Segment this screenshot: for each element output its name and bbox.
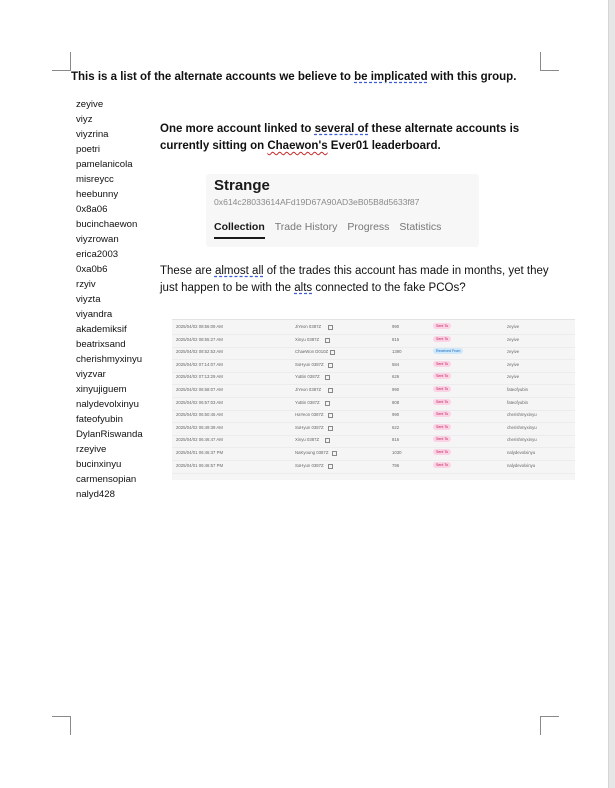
trade-item[interactable]: SoHyun 0387Z bbox=[295, 424, 324, 430]
wallet-address: 0x614c28033614AFd19D67A90AD3eB05B8d5633f87 bbox=[214, 197, 420, 207]
trade-item[interactable]: YuBin 0387Z bbox=[295, 374, 320, 380]
account-list-item: xinyujiguem bbox=[76, 384, 127, 395]
external-link-icon[interactable] bbox=[328, 426, 333, 431]
trade-date: 2025/04/02 07:13:29 AM bbox=[176, 374, 223, 380]
account-list-item: pamelanicola bbox=[76, 159, 133, 170]
scrollbar[interactable] bbox=[608, 0, 615, 788]
account-list-item: poetri bbox=[76, 144, 100, 155]
account-list-item: cherishmyxinyu bbox=[76, 354, 143, 365]
trade-date: 2025/04/02 07:14:07 AM bbox=[176, 361, 223, 367]
tab-progress[interactable]: Progress bbox=[347, 221, 390, 233]
account-list-item: nalydevolxinyu bbox=[76, 399, 139, 410]
account-list-item: rzyiv bbox=[76, 279, 96, 290]
account-list-item: zeyive bbox=[76, 99, 104, 110]
margin-corner-top-right bbox=[540, 52, 559, 71]
account-list-item: erica2003 bbox=[76, 249, 119, 260]
trade-date: 2025/04/02 08:56:09 AM bbox=[176, 324, 223, 329]
trade-user[interactable]: cherishmyxinyu bbox=[507, 412, 537, 418]
trade-type-badge: Sent To bbox=[433, 436, 451, 442]
tab-statistics[interactable]: Statistics bbox=[399, 221, 442, 233]
external-link-icon[interactable] bbox=[325, 438, 330, 443]
trade-value: 816 bbox=[392, 437, 400, 443]
trade-user[interactable]: zeyive bbox=[507, 336, 520, 342]
trade-type-badge: Sent To bbox=[433, 462, 451, 468]
trade-value: 990 bbox=[392, 324, 400, 329]
external-link-icon[interactable] bbox=[328, 464, 333, 469]
linked-account-paragraph: One more account linked to several of these alternate accounts is currently sitting on Chaewon's Ever01 leaderboard. bbox=[160, 123, 520, 152]
account-list-item: akademiksif bbox=[76, 324, 127, 335]
trade-type-badge: Sent To bbox=[433, 449, 451, 455]
trade-date: 2025/04/01 06:46:37 PM bbox=[176, 450, 224, 455]
trade-user[interactable]: nalydevolxinyu bbox=[507, 450, 536, 455]
trade-user[interactable]: cherishmyxinyu bbox=[507, 437, 537, 443]
trade-date: 2025/04/01 06:46:57 PM bbox=[176, 462, 224, 468]
trade-date: 2025/04/02 06:50:45 AM bbox=[176, 412, 223, 418]
trade-date: 2025/04/02 08:55:27 AM bbox=[176, 336, 223, 342]
trade-user[interactable]: zeyive bbox=[507, 324, 520, 329]
trade-date: 2025/04/02 06:57:03 AM bbox=[176, 399, 223, 405]
trade-item[interactable]: SoHyun 0387Z bbox=[295, 462, 324, 468]
trade-item[interactable]: JiYeon 0387Z bbox=[295, 387, 322, 392]
trade-user[interactable]: zeyive bbox=[507, 374, 520, 380]
trades-paragraph: These are almost all of the trades this account has made in months, yet they just happen to be with the alts connected to the fake PCOs? bbox=[160, 265, 549, 294]
trade-type-badge: Sent To bbox=[433, 411, 451, 417]
account-list-item: viyandra bbox=[76, 309, 113, 320]
trade-value: 990 bbox=[392, 387, 400, 392]
trade-type-badge: Sent To bbox=[433, 336, 451, 342]
account-list-item: fateofyubin bbox=[76, 414, 123, 425]
margin-corner-bottom-left bbox=[52, 716, 71, 735]
account-list-item: bucinxinyu bbox=[76, 459, 122, 470]
tab-collection[interactable]: Collection bbox=[214, 221, 265, 239]
trade-item[interactable]: YuBin 0387Z bbox=[295, 399, 320, 405]
account-list-item: viyzta bbox=[76, 294, 101, 305]
trade-date: 2025/04/02 08:52:53 AM bbox=[176, 349, 223, 355]
profile-name: Strange bbox=[214, 177, 270, 194]
trade-item[interactable]: NaKyoung 0387Z bbox=[295, 450, 329, 455]
alternate-accounts-list bbox=[76, 97, 143, 502]
trade-user[interactable]: cherishmyxinyu bbox=[507, 424, 537, 430]
trade-row bbox=[172, 460, 575, 474]
grammar-flag[interactable]: almost all bbox=[214, 265, 264, 277]
account-list-item: viyzrina bbox=[76, 129, 109, 140]
account-list-item: carmensopian bbox=[76, 474, 137, 485]
account-list-item: 0x8a06 bbox=[76, 204, 108, 215]
trade-item[interactable]: HaYeon 0387Z bbox=[295, 412, 324, 418]
trade-value: 1390 bbox=[392, 349, 402, 355]
external-link-icon[interactable] bbox=[330, 350, 335, 355]
grammar-flag[interactable]: be implicated bbox=[354, 71, 428, 83]
trade-type-badge: Sent To bbox=[433, 399, 451, 405]
trade-user[interactable]: fateofyubin bbox=[507, 387, 529, 392]
trade-item[interactable]: ChaeWon D010Z bbox=[295, 349, 329, 355]
account-list-item: viyzrowan bbox=[76, 234, 119, 245]
account-list-item: heebunny bbox=[76, 189, 119, 200]
trade-value: 626 bbox=[392, 374, 400, 380]
external-link-icon[interactable] bbox=[328, 363, 333, 368]
intro-heading: This is a list of the alternate accounts we believe to be implicated with this group. bbox=[71, 71, 517, 83]
profile-screenshot bbox=[206, 174, 479, 247]
trade-type-badge: Received From bbox=[433, 348, 463, 354]
margin-corner-bottom-right bbox=[540, 716, 559, 735]
external-link-icon[interactable] bbox=[325, 375, 330, 380]
trade-date: 2025/04/02 06:46:47 AM bbox=[176, 437, 223, 443]
trade-user[interactable]: zeyive bbox=[507, 349, 520, 355]
trade-item[interactable]: SoHyun 0387Z bbox=[295, 361, 324, 367]
external-link-icon[interactable] bbox=[328, 413, 333, 418]
account-list-item: viyz bbox=[76, 114, 93, 125]
grammar-flag[interactable]: several of bbox=[314, 123, 369, 135]
trade-item[interactable]: Xinyu 0387Z bbox=[295, 336, 320, 342]
trade-value: 622 bbox=[392, 424, 400, 430]
trade-user[interactable]: nalydevolxinyu bbox=[507, 462, 536, 468]
account-list-item: nalyd428 bbox=[76, 489, 115, 500]
account-list-item: rzeyive bbox=[76, 444, 107, 455]
trade-type-badge: Sent To bbox=[433, 323, 451, 329]
trade-value: 796 bbox=[392, 462, 400, 468]
external-link-icon[interactable] bbox=[328, 325, 333, 330]
external-link-icon[interactable] bbox=[332, 451, 337, 456]
external-link-icon[interactable] bbox=[328, 388, 333, 393]
trade-value: 808 bbox=[392, 399, 400, 405]
trade-item[interactable]: Xinyu 0387Z bbox=[295, 437, 320, 443]
account-list-item: beatrixsand bbox=[76, 339, 126, 350]
trade-user[interactable]: zeyive bbox=[507, 361, 520, 367]
profile-tabs bbox=[214, 221, 441, 239]
account-list-item: 0xa0b6 bbox=[76, 264, 108, 275]
account-list-item: viyzvar bbox=[76, 369, 106, 380]
trade-value: 584 bbox=[392, 361, 400, 367]
trade-item[interactable]: JiYeon 0387Z bbox=[295, 324, 322, 329]
spelling-flag[interactable]: Chaewon's bbox=[267, 140, 328, 152]
trade-value: 990 bbox=[392, 412, 400, 418]
trade-value: 815 bbox=[392, 336, 400, 342]
trade-date: 2025/04/02 06:58:07 AM bbox=[176, 387, 223, 392]
account-list-item: DylanRiswanda bbox=[76, 429, 143, 440]
external-link-icon[interactable] bbox=[325, 338, 330, 343]
trade-date: 2025/04/02 06:49:39 AM bbox=[176, 424, 223, 430]
account-list-item: bucinchaewon bbox=[76, 219, 138, 230]
trade-type-badge: Sent To bbox=[433, 424, 451, 430]
trade-type-badge: Sent To bbox=[433, 373, 451, 379]
grammar-flag[interactable]: alts bbox=[294, 282, 313, 294]
account-list-item: misreycc bbox=[76, 174, 114, 185]
trade-type-badge: Sent To bbox=[433, 361, 451, 367]
margin-corner-top-left bbox=[52, 52, 71, 71]
trade-type-badge: Sent To bbox=[433, 386, 451, 392]
external-link-icon[interactable] bbox=[325, 401, 330, 406]
tab-trade-history[interactable]: Trade History bbox=[274, 221, 338, 233]
trade-value: 1030 bbox=[392, 450, 402, 455]
trade-history-screenshot bbox=[172, 319, 575, 480]
trade-user[interactable]: fateofyubin bbox=[507, 399, 529, 405]
